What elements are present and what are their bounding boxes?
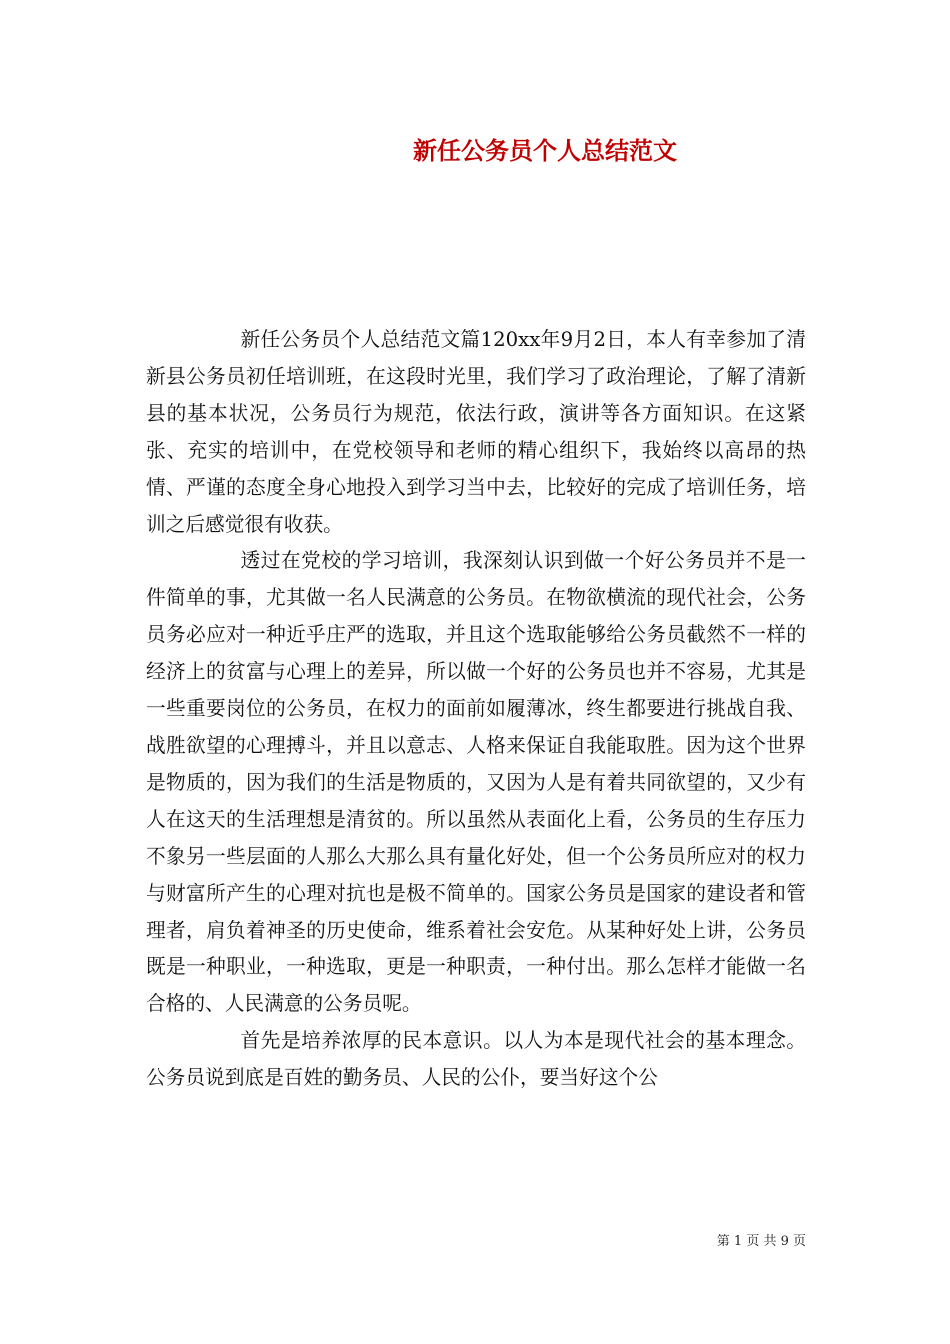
paragraph-3: 首先是培养浓厚的民本意识。以人为本是现代社会的基本理念。公务员说到底是百姓的勤务员、人民的公仆，要当好这个公 [146,1029,806,1090]
paragraph-1: 新任公务员个人总结范文篇120xx年9月2日，本人有幸参加了清新县公务员初任培训班，在这段时光里，我们学习了政治理论，了解了清新县的基本状况，公务员行为规范，依法行政，演讲等各方面知识。在这紧张、充实的培训中，在党校领导和老师的精心组织下，我始终以高昂的热情、严谨的态度全身心地投入到学习当中去，比较好的完成了培训任务，培训之后感觉很有收获。 [146,328,806,536]
paragraph-2: 透过在党校的学习培训，我深刻认识到做一个好公务员并不是一件简单的事，尤其做一名人民满意的公务员。在物欲横流的现代社会，公务员务必应对一种近乎庄严的选取，并且这个选取能够给公务员截然不一样的经济上的贫富与心理上的差异，所以做一个好的公务员也并不容易，尤其是一些重要岗位的公务员，在权力的面前如履薄冰，终生都要进行挑战自我、战胜欲望的心理搏斗，并且以意志、人格来保证自我能取胜。因为这个世界是物质的，因为我们的生活是物质的，又因为人是有着共同欲望的，又少有人在这天的生活理想是清贫的。所以虽然从表面化上看，公务员的生存压力不象另一些层面的人那么大那么具有量化好处，但一个公务员所应对的权力与财富所产生的心理对抗也是极不简单的。国家公务员是国家的建设者和管理者，肩负着神圣的历史使命，维系着社会安危。从某种好处上讲，公务员既是一种职业，一种选取，更是一种职责，一种付出。那么怎样才能做一名合格的、人民满意的公务员呢。 [146,549,806,1016]
document-title: 新任公务员个人总结范文 [413,136,677,165]
document-body [146,322,806,1097]
page-number-footer: 第 1 页 共 9 页 [716,1234,806,1249]
